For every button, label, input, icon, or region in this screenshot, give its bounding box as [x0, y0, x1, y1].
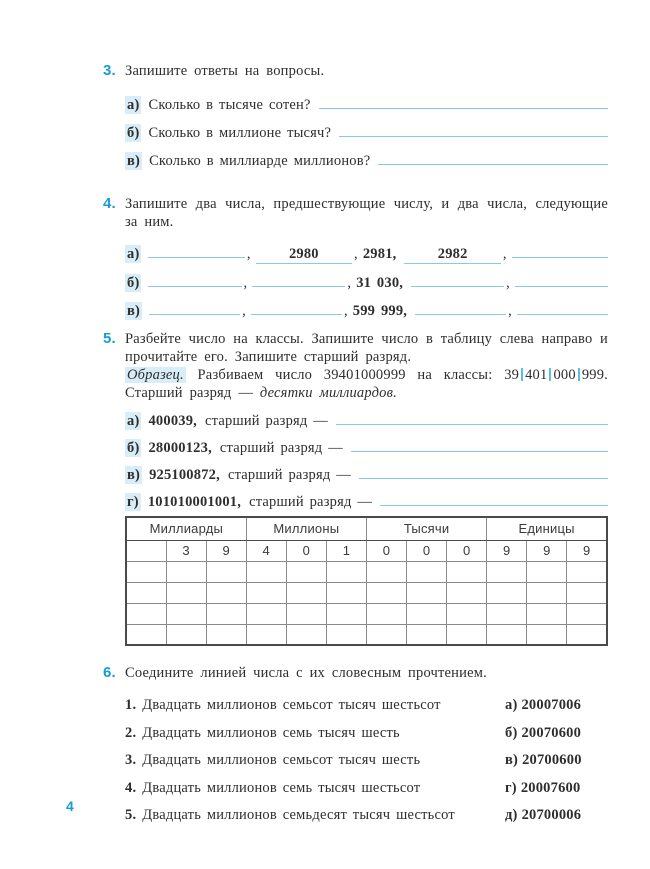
answer-blank[interactable]: [148, 286, 241, 287]
table-cell[interactable]: 1: [326, 540, 366, 561]
match-row: [125, 725, 608, 743]
column-group-header: Миллионы: [246, 517, 366, 540]
match-option[interactable]: [505, 752, 608, 770]
given-number: 2981,: [362, 246, 397, 262]
table-cell[interactable]: [246, 582, 286, 603]
rank-item-row: [125, 412, 608, 430]
table-cell[interactable]: 9: [206, 540, 246, 561]
table-cell[interactable]: [567, 582, 607, 603]
sample-label: Образец.: [127, 367, 184, 383]
item-number: 2.: [125, 724, 137, 741]
class-group: 999: [581, 367, 605, 383]
table-cell[interactable]: [527, 603, 567, 624]
table-cell[interactable]: [126, 561, 166, 582]
class-separator-bar: [549, 368, 551, 381]
exercise-title: Запишите ответы на вопросы.: [125, 63, 325, 79]
option-value: 20700600: [522, 752, 582, 768]
item-number: 1.: [125, 697, 137, 713]
table-cell[interactable]: [326, 624, 366, 645]
table-cell[interactable]: [326, 582, 366, 603]
answer-blank[interactable]: [256, 245, 352, 264]
table-cell[interactable]: [286, 624, 326, 645]
table-row: [126, 540, 607, 561]
number-sequence-row: [125, 245, 608, 264]
comma: ,: [354, 246, 358, 262]
table-cell[interactable]: [366, 582, 406, 603]
comma: ,: [243, 275, 248, 291]
table-row: [126, 582, 607, 603]
answer-blank[interactable]: [336, 424, 608, 425]
option-value: 20007006: [521, 697, 582, 713]
table-cell[interactable]: [487, 624, 527, 645]
table-cell[interactable]: 0: [407, 540, 447, 561]
comma: ,: [508, 303, 512, 319]
item-text: старший разряд —: [227, 467, 351, 483]
filled-answer: 2980: [288, 246, 319, 262]
item-number: 4.: [125, 779, 137, 796]
table-cell[interactable]: [527, 582, 567, 603]
option-value: 20007600: [520, 779, 581, 796]
match-option[interactable]: [505, 697, 608, 715]
table-cell[interactable]: [447, 624, 487, 645]
table-row: [126, 624, 607, 645]
table-cell[interactable]: [286, 561, 326, 582]
exercise-title: Соедините линией числа с их словесным прочтением.: [125, 665, 487, 681]
table-cell[interactable]: 9: [487, 540, 527, 561]
item-label: а): [127, 246, 140, 262]
answer-blank[interactable]: [251, 314, 342, 315]
comma: ,: [242, 303, 246, 319]
table-cell[interactable]: [366, 603, 406, 624]
question-row: [125, 152, 608, 170]
comma: ,: [502, 246, 507, 262]
rank-item-row: [125, 439, 608, 457]
exercise-number: 6.: [103, 664, 116, 681]
table-cell[interactable]: [326, 561, 366, 582]
item-label: б): [127, 440, 140, 456]
table-cell[interactable]: [567, 624, 607, 645]
table-cell[interactable]: [447, 561, 487, 582]
answer-blank[interactable]: [148, 257, 244, 258]
table-cell[interactable]: [246, 561, 286, 582]
table-cell[interactable]: [126, 624, 166, 645]
class-group: 000: [553, 367, 576, 383]
place-value-table: [125, 516, 608, 646]
exercise-5: [103, 330, 608, 646]
number-in-words[interactable]: Двадцать миллионов семь тысяч шестьсот: [142, 779, 421, 796]
class-separator-bar: [521, 368, 523, 381]
table-cell[interactable]: [527, 561, 567, 582]
answer-blank[interactable]: [319, 108, 608, 109]
table-cell[interactable]: [286, 582, 326, 603]
option-label: г): [505, 779, 517, 796]
table-cell[interactable]: [286, 603, 326, 624]
exercise-title: Разбейте число на классы. Запишите число в таблицу слева направо и прочитайте его. Запишите старший разряд.: [125, 331, 608, 365]
table-cell[interactable]: [567, 603, 607, 624]
answer-blank[interactable]: [512, 257, 608, 258]
answer-blank[interactable]: [339, 136, 608, 137]
rank-item-row: [125, 466, 608, 484]
number-classes: [504, 367, 604, 383]
exercise-number: 5.: [103, 330, 116, 347]
answer-blank[interactable]: [380, 505, 608, 506]
item-label: в): [127, 153, 141, 169]
table-cell[interactable]: [126, 603, 166, 624]
answer-blank[interactable]: [517, 314, 608, 315]
option-label: а): [505, 697, 518, 713]
table-cell[interactable]: 0: [447, 540, 487, 561]
table-cell[interactable]: [206, 624, 246, 645]
table-cell[interactable]: [366, 561, 406, 582]
sample-after: . Старший разряд —: [125, 367, 608, 401]
number-in-words[interactable]: Двадцать миллионов семьсот тысяч шестьсот: [142, 697, 441, 713]
item-label: а): [127, 413, 140, 429]
answer-blank[interactable]: [351, 451, 608, 452]
table-cell[interactable]: [407, 582, 447, 603]
answer-blank[interactable]: [404, 245, 500, 264]
sample-rank: десятки миллиардов.: [259, 385, 397, 401]
sample-paragraph: [125, 366, 608, 402]
comma: ,: [343, 303, 348, 319]
match-option[interactable]: [505, 780, 608, 798]
item-text: старший разряд —: [205, 413, 328, 429]
table-cell[interactable]: [407, 561, 447, 582]
answer-blank[interactable]: [252, 286, 345, 287]
question-text: Сколько в тысяче сотен?: [148, 97, 311, 113]
table-cell[interactable]: [166, 624, 206, 645]
table-cell[interactable]: 0: [286, 540, 326, 561]
comma: ,: [347, 275, 352, 291]
question-text: Сколько в миллиарде миллионов?: [149, 153, 371, 169]
table-cell[interactable]: [366, 624, 406, 645]
table-cell[interactable]: [407, 624, 447, 645]
exercise-number: 3.: [103, 62, 116, 79]
comma: ,: [506, 275, 510, 291]
exercise-title: Запишите два числа, предшествующие числу, и два числа, следующие за ним.: [125, 196, 608, 230]
given-number: 599 999,: [352, 303, 408, 319]
table-cell[interactable]: 9: [567, 540, 607, 561]
match-row: [125, 697, 608, 715]
rank-item-row: [125, 493, 608, 511]
item-label: в): [127, 303, 141, 319]
option-label: д): [505, 807, 518, 823]
table-cell[interactable]: [166, 561, 206, 582]
column-group-header: Единицы: [487, 517, 607, 540]
question-row: [125, 124, 608, 142]
class-group: 39: [504, 367, 520, 383]
table-cell[interactable]: [487, 603, 527, 624]
given-number: 400039,: [148, 413, 198, 429]
option-value: 20070600: [521, 724, 582, 741]
exercise-number: 4.: [103, 195, 116, 212]
table-cell[interactable]: [487, 582, 527, 603]
table-row: [126, 561, 607, 582]
column-group-header: Миллиарды: [126, 517, 246, 540]
table-cell[interactable]: [126, 540, 166, 561]
answer-blank[interactable]: [378, 164, 608, 165]
match-row: [125, 752, 608, 770]
answer-blank[interactable]: [149, 314, 240, 315]
match-option[interactable]: [505, 807, 608, 825]
filled-answer: 2982: [437, 246, 468, 262]
page-number: 4: [66, 798, 74, 814]
number-sequence-row: [125, 302, 608, 320]
table-cell[interactable]: [447, 603, 487, 624]
answer-blank[interactable]: [411, 286, 504, 287]
match-option[interactable]: [505, 725, 608, 743]
workbook-page: [103, 62, 608, 825]
item-text: старший разряд —: [249, 494, 373, 510]
table-cell[interactable]: [206, 561, 246, 582]
item-label: а): [127, 97, 140, 113]
given-number: 101010001001,: [147, 494, 242, 510]
table-cell[interactable]: [407, 603, 447, 624]
table-cell[interactable]: [567, 561, 607, 582]
item-label: б): [127, 125, 140, 141]
number-in-words[interactable]: Двадцать миллионов семьдесят тысяч шестьсот: [142, 807, 455, 823]
exercise-6: [103, 664, 608, 825]
option-label: в): [505, 752, 519, 768]
item-number: 3.: [125, 752, 137, 768]
class-group: 401: [525, 367, 548, 383]
table-header-row: [126, 517, 607, 540]
table-cell[interactable]: [487, 561, 527, 582]
table-cell[interactable]: [166, 603, 206, 624]
question-row: [125, 96, 608, 114]
question-text: Сколько в миллионе тысяч?: [148, 125, 332, 141]
table-cell[interactable]: [447, 582, 487, 603]
table-cell[interactable]: [166, 582, 206, 603]
answer-blank[interactable]: [359, 478, 608, 479]
table-cell[interactable]: [126, 582, 166, 603]
match-row: [125, 807, 608, 825]
item-number: 5.: [125, 807, 137, 823]
item-label: в): [127, 467, 141, 483]
column-group-header: Тысячи: [366, 517, 486, 540]
exercise-4: [103, 195, 608, 320]
answer-blank[interactable]: [415, 314, 506, 315]
exercise-3: [103, 62, 608, 170]
match-row: [125, 780, 608, 798]
given-number: 28000123,: [148, 440, 212, 456]
table-cell[interactable]: [206, 582, 246, 603]
item-text: старший разряд —: [219, 440, 343, 456]
table-cell[interactable]: [527, 624, 567, 645]
number-sequence-row: [125, 274, 608, 292]
item-label: г): [127, 494, 139, 510]
sample-intro: Разбиваем число 39401000999 на классы:: [197, 367, 493, 383]
table-cell[interactable]: 0: [366, 540, 406, 561]
table-cell[interactable]: 3: [166, 540, 206, 561]
number-in-words[interactable]: Двадцать миллионов семьсот тысяч шесть: [142, 752, 421, 768]
given-number: 31 030,: [356, 275, 404, 291]
option-value: 20700006: [521, 807, 582, 823]
comma: ,: [246, 246, 251, 262]
class-separator-bar: [578, 368, 580, 381]
table-cell[interactable]: [326, 603, 366, 624]
table-cell[interactable]: [246, 603, 286, 624]
table-cell[interactable]: 9: [527, 540, 567, 561]
table-row: [126, 603, 607, 624]
given-number: 925100872,: [149, 467, 220, 483]
number-in-words[interactable]: Двадцать миллионов семь тысяч шесть: [142, 724, 400, 741]
table-cell[interactable]: [206, 603, 246, 624]
answer-blank[interactable]: [515, 286, 608, 287]
option-label: б): [505, 724, 518, 741]
item-label: б): [127, 275, 140, 291]
table-cell[interactable]: [246, 624, 286, 645]
table-cell[interactable]: 4: [246, 540, 286, 561]
